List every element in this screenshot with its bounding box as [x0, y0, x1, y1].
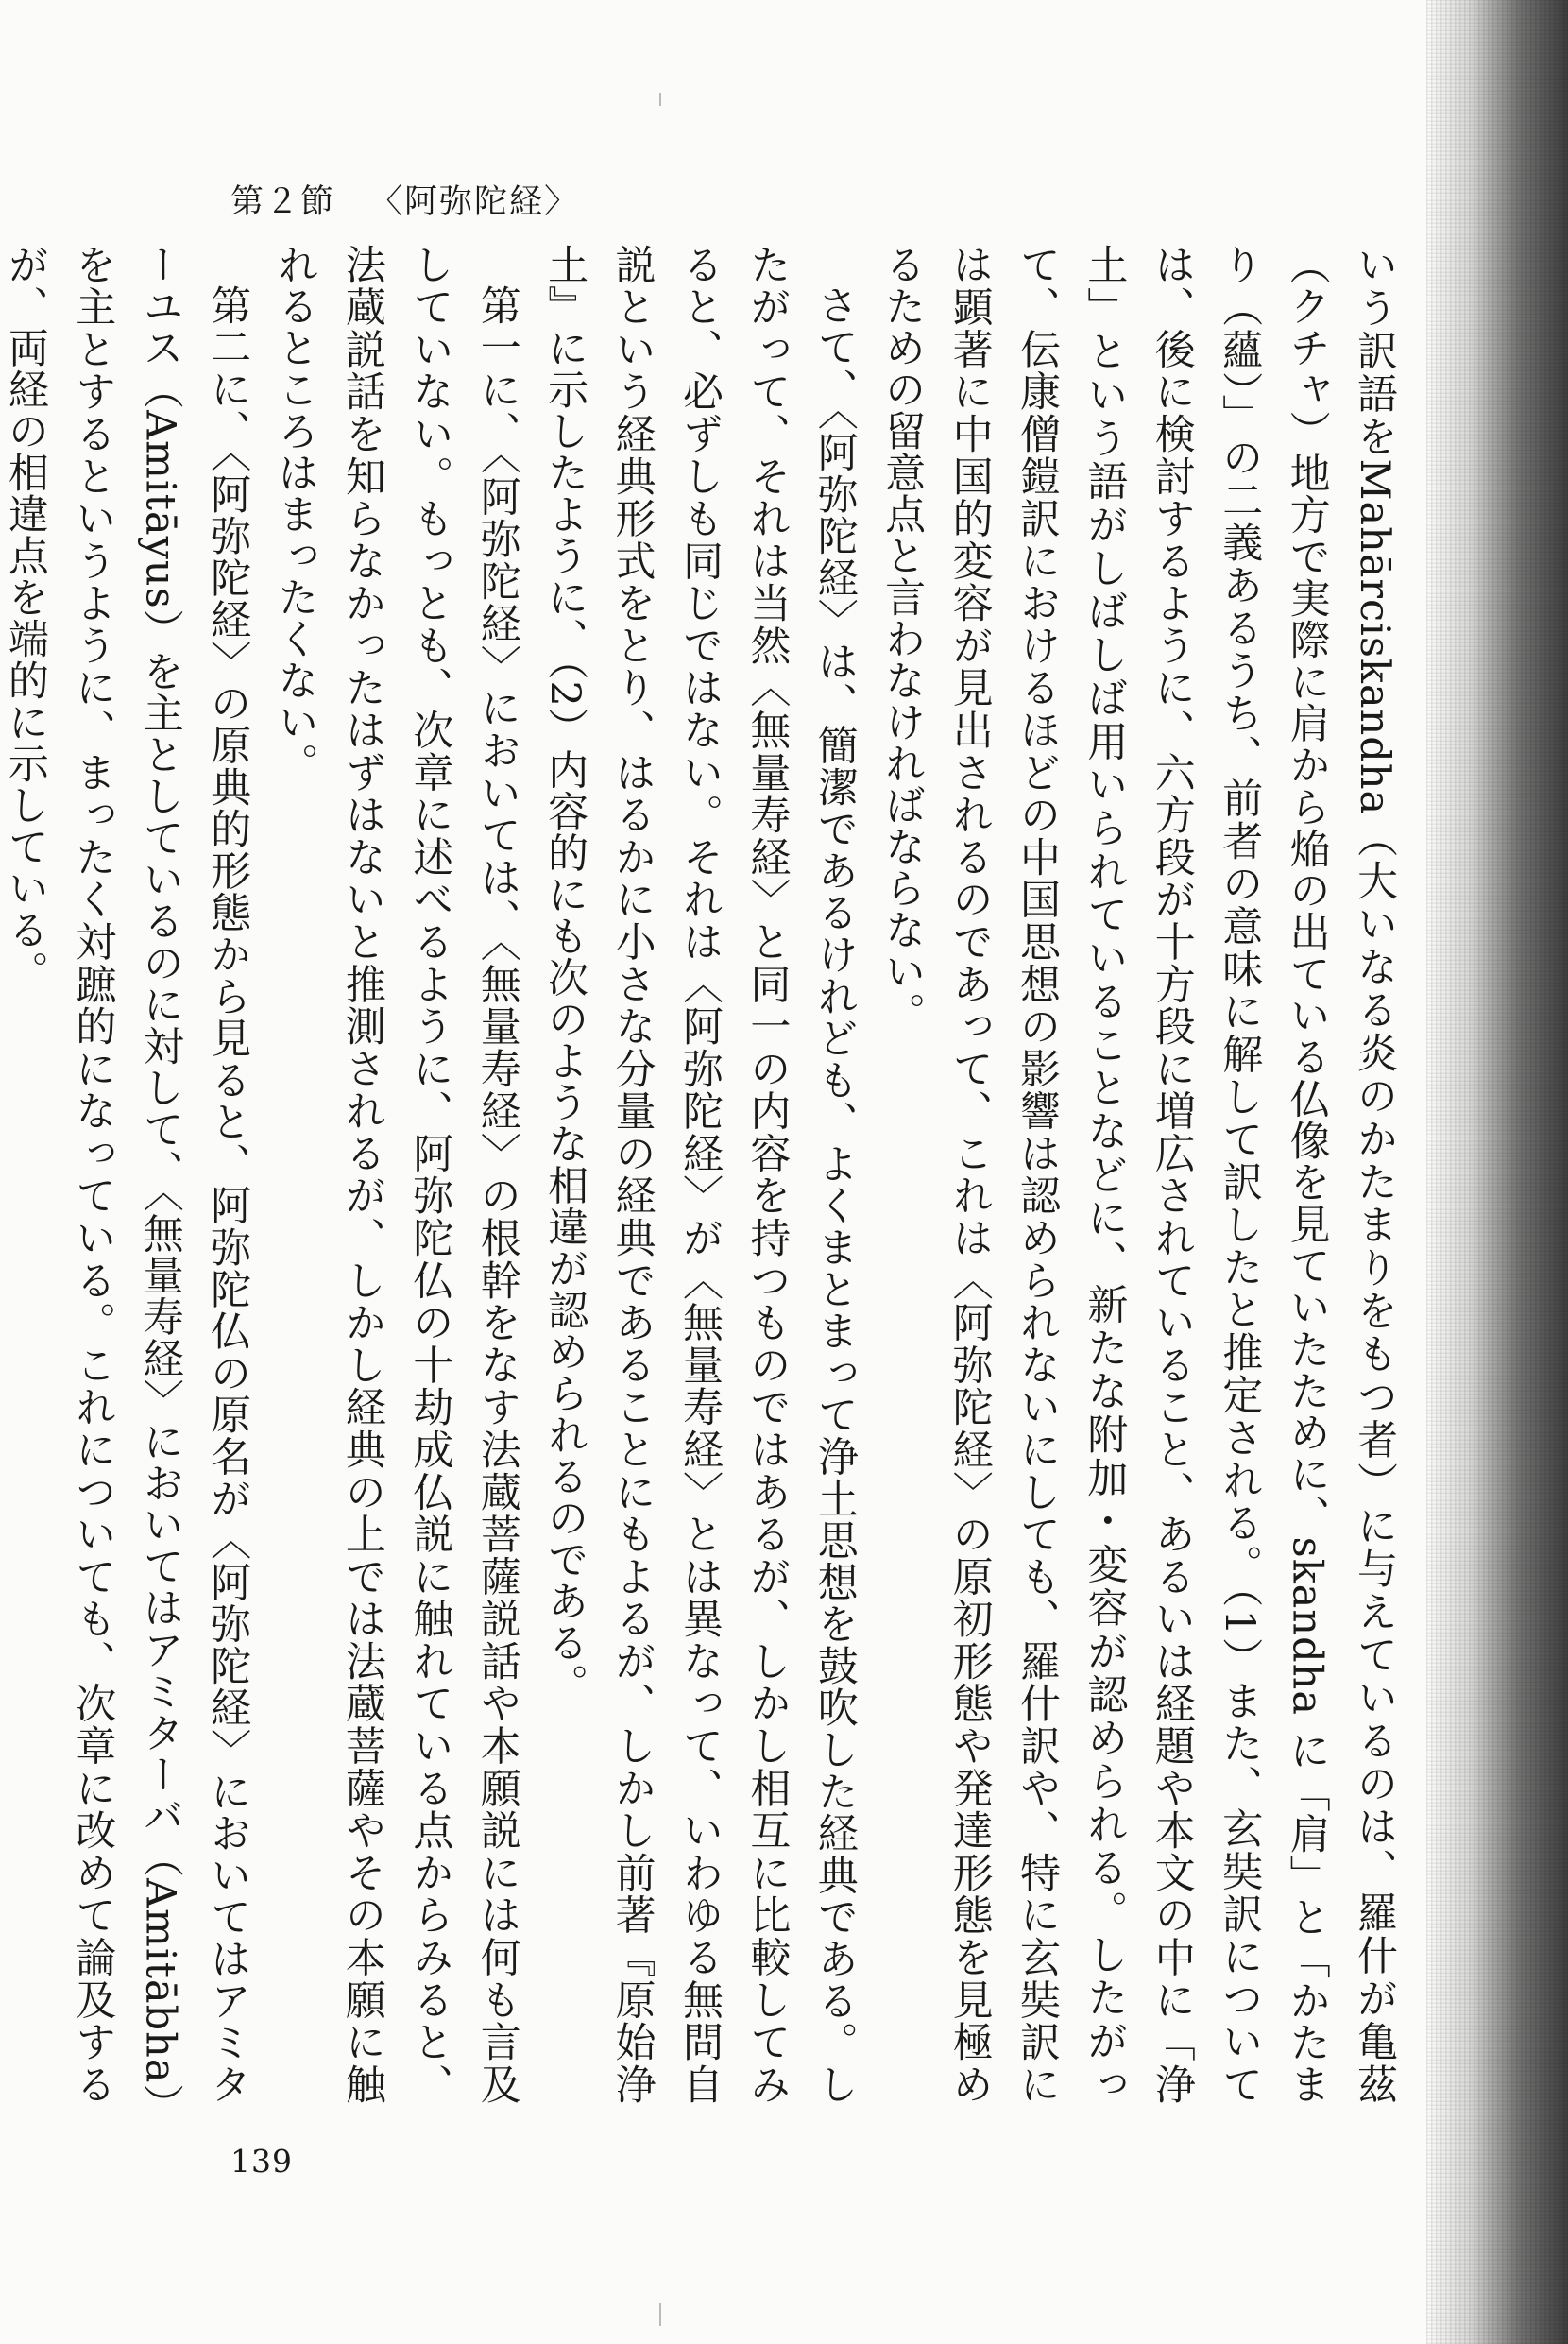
vertical-body-text	[1, 244, 1407, 2106]
paragraph: さて、〈阿弥陀経〉は、簡潔であるけれども、よくまとまって浄土思想を鼓吹した経典である。したがって、それは当然〈無量寿経〉と同一の内容を持つものではあるが、しかし相互に比較してみると、必ずしも同じではない。それは〈阿弥陀経〉が〈無量寿経〉とは異なって、いわゆる無問自説という経典形式をとり、はるかに小さな分量の経典であることにもよるが、しかし前著『原始浄土』に示したように、（2）内容的にも次のような相違が認められるのである。	[541, 244, 859, 2106]
gutter-mark	[659, 93, 661, 106]
gutter-mark	[659, 2303, 661, 2326]
paragraph: いう訳語をMahārciskandha（大いなる炎のかたまりをもつ者）に与えているのは、羅什が亀茲（クチャ）地方で実際に肩から焔の出ている仏像を見ていたために、skandha に「肩」と「かたまり（蘊）」の二義あるうち、前者の意味に解して訳したと推定される。（1）また、玄奘訳については、後に検討するように、六方段が十方段に増広されていること、あるいは経題や本文の中に「浄土」という語がしばしば用いられていることなどに、新たな附加・変容が認められる。したがって、伝康僧鎧訳におけるほどの中国思想の影響は認められないにしても、羅什訳や、特に玄奘訳には顕著に中国的変容が見出されるのであって、これは〈阿弥陀経〉の原初形態や発達形態を見極めるための留意点と言わなければならない。	[878, 244, 1398, 2106]
header-chapter: 第２節	[230, 183, 336, 221]
paragraph: 第一に、〈阿弥陀経〉においては、〈無量寿経〉の根幹をなす法蔵菩薩説話や本願説には何も言及していない。もっとも、次章に述べるように、阿弥陀仏の十劫成仏説に触れている点からみると、法蔵説話を知らなかったはずはないと推測されるが、しかし経典の上では法蔵菩薩やその本願に触れるところはまったくない。	[271, 244, 521, 2105]
header-section-title: 〈阿弥陀経〉	[369, 183, 580, 221]
scan-shadow-edge	[1426, 0, 1568, 2344]
running-header	[230, 176, 579, 223]
paragraph: 第二に、〈阿弥陀経〉の原典的形態から見ると、阿弥陀仏の原名が〈阿弥陀経〉においてはアミターユス（Amitāyus）を主としているのに対して、〈無量寿経〉においてはアミターバ（Amitābha）を主とするというように、まったく対蹠的になっている。これについても、次章に改めて論及するが、両経の相違点を端的に示している。	[1, 244, 252, 2105]
page-number: 139	[230, 2143, 293, 2180]
